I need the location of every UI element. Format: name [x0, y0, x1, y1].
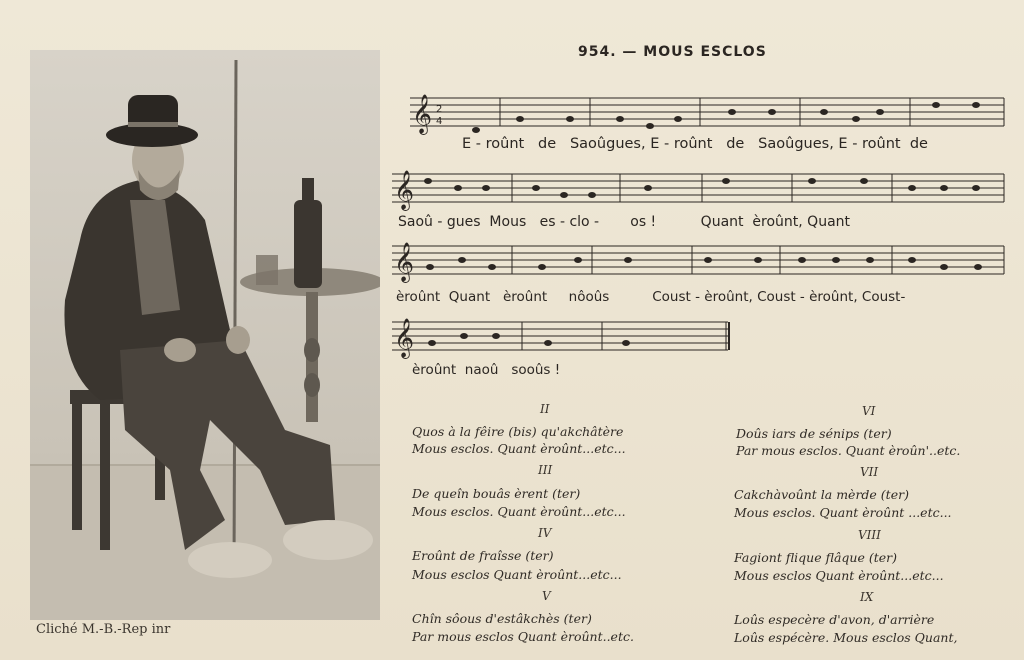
- verse-number: II: [540, 402, 550, 416]
- lyric-line-1: E - roûnt de Saoûgues, E - roûnt de Saoûgues, E - roûnt de: [462, 136, 928, 152]
- photograph-old-man: [30, 50, 380, 620]
- svg-text:2: 2: [436, 104, 443, 115]
- verse-line: Mous esclos. Quant èroûnt...etc...: [412, 441, 626, 456]
- verse-line: Quos à la fêire (bis) qu'akchâtère: [412, 424, 624, 439]
- music-staff-2: [392, 168, 1006, 212]
- svg-text:4: 4: [436, 116, 443, 127]
- svg-text:𝄞: 𝄞: [394, 318, 415, 358]
- lyric-line-3: èroûnt Quant èroûnt nôoûs Coust - èroûnt, Coust - èroûnt, Coust-: [396, 289, 906, 305]
- verse-number: VIII: [858, 528, 881, 542]
- verse-line: Loûs espécère. Mous esclos Quant,: [734, 630, 958, 645]
- verse-line: Par mous esclos Quant èroûnt..etc.: [412, 629, 634, 644]
- verse-line: Doûs iars de sénips (ter): [736, 426, 892, 441]
- verse-number: V: [542, 589, 551, 603]
- music-staff-3: [392, 240, 1006, 284]
- verse-line: Par mous esclos. Quant èroûn'..etc.: [736, 443, 961, 458]
- lyric-line-4: èroûnt naoû sooûs !: [412, 362, 561, 378]
- verse-line: Eroûnt de fraîsse (ter): [412, 548, 554, 563]
- verse-number: III: [538, 463, 553, 477]
- verse-line: Chîn sôous d'estâkchès (ter): [412, 611, 592, 626]
- verse-line: Cakchàvoûnt la mèrde (ter): [734, 487, 909, 502]
- svg-text:𝄞: 𝄞: [412, 94, 433, 134]
- verse-number: IV: [538, 526, 552, 540]
- song-title: 954. — MOUS ESCLOS: [578, 44, 767, 60]
- verse-line: Mous esclos. Quant èroûnt ...etc...: [734, 505, 952, 520]
- verse-line: Mous esclos Quant èroûnt...etc...: [412, 567, 622, 582]
- music-staff-1: [410, 92, 1006, 136]
- verse-line: Mous esclos. Quant èroûnt...etc...: [412, 504, 626, 519]
- verse-line: Mous esclos Quant èroûnt...etc...: [734, 568, 944, 583]
- verse-number: VII: [860, 465, 879, 479]
- svg-text:𝄞: 𝄞: [394, 170, 415, 210]
- svg-text:𝄞: 𝄞: [394, 242, 415, 282]
- photo-caption: Cliché M.-B.-Rep inr: [36, 622, 171, 637]
- verse-line: Fagiont flique flâque (ter): [734, 550, 897, 565]
- verse-number: VI: [862, 404, 876, 418]
- verse-number: IX: [860, 590, 874, 604]
- lyric-line-2: Saoû - gues Mous es - clo - os ! Quant èroûnt, Quant: [398, 214, 851, 230]
- music-staff-4: [392, 316, 732, 360]
- verse-line: Loûs especère d'avon, d'arrière: [734, 612, 935, 627]
- verse-line: De queîn bouâs èrent (ter): [412, 486, 581, 501]
